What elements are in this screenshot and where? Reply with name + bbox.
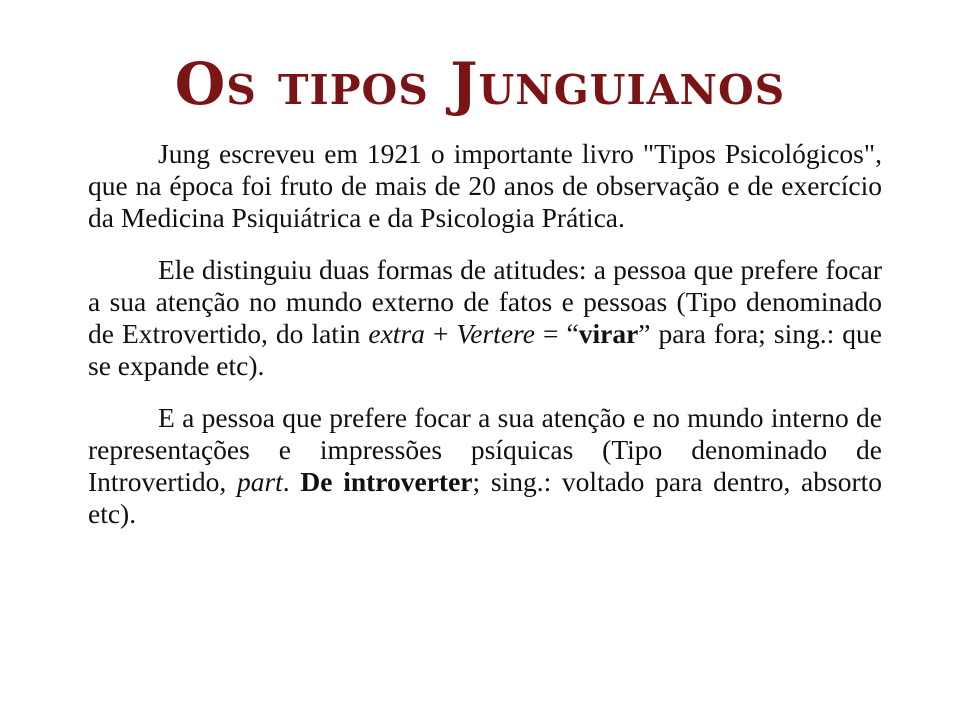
paragraph-2-plus: + bbox=[424, 318, 457, 349]
paragraph-3-tail: ; sing.: voltado para dentro, absorto etc). bbox=[88, 466, 882, 529]
paragraph-2-italic-vertere: Vertere bbox=[456, 318, 535, 349]
paragraph-3-italic-part: part bbox=[236, 466, 283, 497]
paragraph-1 bbox=[88, 138, 882, 234]
paragraph-3-bold-de-introverter: De introverter bbox=[300, 466, 473, 497]
paragraph-2-equals: = “ bbox=[534, 318, 579, 349]
paragraph-1-text: Jung escreveu em 1921 o importante livro "Tipos Psicológicos", que na época foi fruto de mais de 20 anos de observação e de exercício da Medicina Psiquiátrica e da Psicologia Prática. bbox=[88, 138, 882, 233]
paragraph-3-text: E a pessoa que prefere focar a sua atenção e no mundo interno de representações e impressões psíquicas (Tipo denominado de Introvertido, bbox=[88, 402, 882, 497]
paragraph-3-dot: . bbox=[282, 466, 301, 497]
paragraph-2 bbox=[88, 254, 882, 382]
paragraph-2-italic-extra: extra bbox=[368, 318, 425, 349]
paragraph-2-tail: ” para fora; sing.: que se expande etc). bbox=[88, 318, 882, 381]
paragraph-3 bbox=[88, 402, 882, 530]
slide-body bbox=[88, 138, 882, 530]
slide-title: Os tipos Junguianos bbox=[174, 50, 786, 118]
paragraph-2-bold-virar: virar bbox=[578, 318, 639, 349]
paragraph-2-text: Ele distinguiu duas formas de atitudes: a pessoa que prefere focar a sua atenção no mundo externo de fatos e pessoas (Tipo denominado de Extrovertido, do latin bbox=[88, 254, 882, 349]
